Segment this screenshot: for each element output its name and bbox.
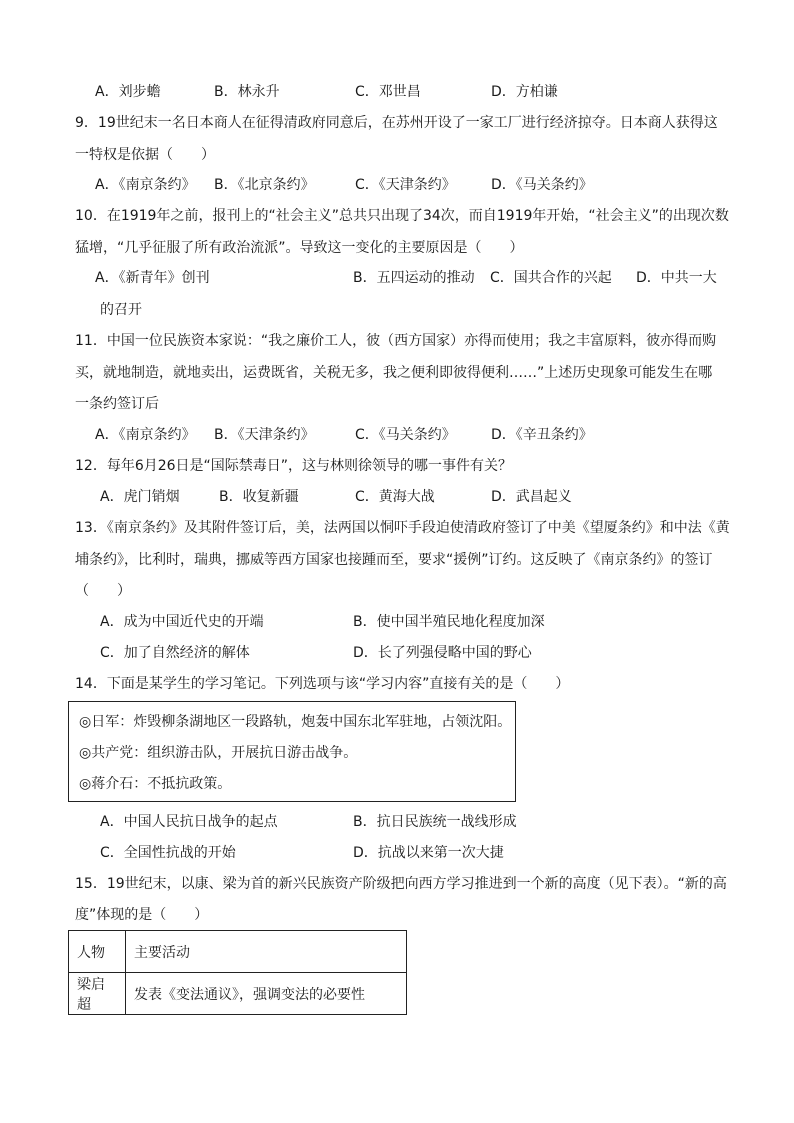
q13-stem-line2: 埔条约》，比利时，瑞典，挪威等西方国家也接踵而至，要求“援例”订约。这反映了《南京条约》的签订 (75, 552, 713, 568)
q10-option-b: B．五四运动的推动 (353, 270, 475, 286)
q15-stem-line2: 度”体现的是（ ） (75, 907, 209, 923)
q14-option-c: C．全国性抗战的开始 (100, 845, 236, 861)
q12-option-a: A．虎门销烟 (100, 489, 180, 505)
note-line-japanese-army: ◎日军：炸毁柳条湖地区一段路轨，炮轰中国东北军驻地，占领沈阳。 (79, 714, 512, 730)
q11-stem-line2: 买，就地制造，就地卖出，运费既省，关税无多，我之便利即彼得便利……”上述历史现象可能发生在哪 (75, 365, 713, 381)
q12-stem-line1: 12．每年6月26日是“国际禁毒日”，这与林则徐领导的哪一事件有关？ (75, 458, 513, 474)
q9-option-d: D．《马关条约》 (491, 177, 593, 193)
q12-option-d: D．武昌起义 (491, 489, 572, 505)
q14-option-a: A．中国人民抗日战争的起点 (100, 814, 278, 830)
q10-option-c: C．国共合作的兴起 (490, 270, 612, 286)
q8-option-a: A．刘步蟾 (95, 84, 161, 100)
table-header-cell: 人物 (69, 931, 126, 973)
q13-option-c: C．加了自然经济的解体 (100, 645, 250, 661)
q9-option-c: C．《天津条约》 (355, 177, 456, 193)
q9-stem-line2: 一特权是依据（ ） (75, 147, 215, 163)
q13-option-d: D．长了列强侵略中国的野心 (353, 645, 532, 661)
q11-option-b: B．《天津条约》 (214, 427, 315, 443)
table-cell: 梁启超 (69, 973, 126, 1015)
q12-option-b: B．收复新疆 (219, 489, 299, 505)
q13-stem-line1: 13．《南京条约》及其附件签订后，美，法两国以恫吓手段迫使清政府签订了中美《望厦条约》和中法《黄 (75, 520, 730, 536)
table-header-row (69, 931, 407, 973)
q11-stem-line3: 一条约签订后 (75, 396, 159, 412)
q13-option-a: A．成为中国近代史的开端 (100, 614, 264, 630)
note-line-chiang-kai-shek: ◎蒋介石：不抵抗政策。 (79, 776, 232, 792)
q10-option-a: A．《新青年》创刊 (95, 270, 210, 286)
q8-option-c: C．邓世昌 (355, 84, 421, 100)
table-header-cell: 主要活动 (126, 931, 407, 973)
q11-option-c: C．《马关条约》 (355, 427, 456, 443)
q13-option-b: B．使中国半殖民地化程度加深 (353, 614, 545, 630)
q11-stem-line1: 11．中国一位民族资本家说：“我之廉价工人，彼（西方国家）亦得而使用；我之丰富原料，彼亦得而购 (75, 333, 717, 349)
q9-option-a: A．《南京条约》 (95, 177, 196, 193)
q14-option-d: D．抗战以来第一次大捷 (353, 845, 504, 861)
q8-option-b: B．林永升 (214, 84, 280, 100)
table-row (69, 973, 407, 1015)
q8-option-d: D．方柏谦 (491, 84, 558, 100)
table-cell: 发表《变法通议》，强调变法的必要性 (126, 973, 407, 1015)
q15-stem-line1: 15．19世纪末，以康、梁为首的新兴民族资产阶级把向西方学习推进到一个新的高度（见下表）。“新的高 (75, 876, 727, 892)
q9-option-b: B．《北京条约》 (214, 177, 315, 193)
q11-option-d: D．《辛丑条约》 (491, 427, 593, 443)
q12-option-c: C．黄海大战 (355, 489, 435, 505)
q10-option-d: D．中共一大 (636, 270, 717, 286)
note-line-communist-party: ◎共产党：组织游击队，开展抗日游击战争。 (79, 745, 358, 761)
q10-stem-line1: 10．在1919年之前，报刊上的“社会主义”总共只出现了34次，而自1919年开始，“社会主义”的出现次数 (75, 208, 729, 224)
q10-stem-line2: 猛增，“几乎征服了所有政治流派”。导致这一变化的主要原因是（ ） (75, 240, 524, 256)
q11-option-a: A．《南京条约》 (95, 427, 196, 443)
q10-option-d-continued: 的召开 (100, 302, 142, 318)
q9-stem-line1: 9．19世纪末一名日本商人在征得清政府同意后，在苏州开设了一家工厂进行经济掠夺。日本商人获得这 (75, 115, 718, 131)
q14-stem-line1: 14．下面是某学生的学习笔记。下列选项与该“学习内容”直接有关的是（ ） (75, 676, 570, 692)
q13-stem-line3: （ ） (75, 583, 131, 599)
q15-table (68, 930, 407, 1015)
study-notes-box (68, 701, 516, 802)
q14-option-b: B．抗日民族统一战线形成 (353, 814, 517, 830)
